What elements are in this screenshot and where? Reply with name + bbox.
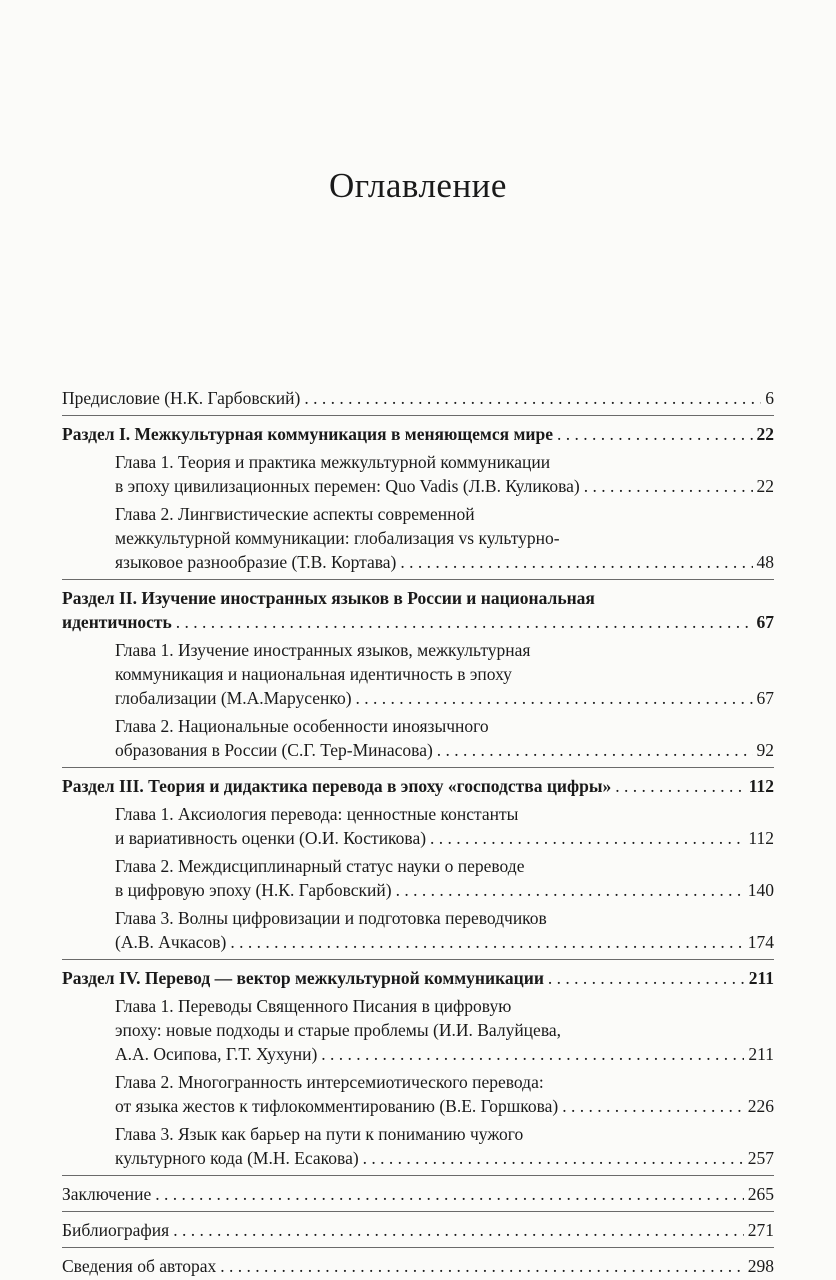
page-number: 48 xyxy=(756,552,774,572)
section-divider xyxy=(62,415,774,416)
toc-entry-text: А.А. Осипова, Г.Т. Хухуни) xyxy=(115,1044,318,1064)
page-number: 265 xyxy=(747,1184,774,1204)
toc-entry-text: Библиография xyxy=(62,1220,170,1240)
dot-leader xyxy=(356,686,753,710)
toc-chapter xyxy=(62,854,774,902)
toc-chapter xyxy=(62,638,774,710)
toc-backmatter xyxy=(62,1182,774,1206)
dot-leader xyxy=(562,1094,744,1118)
toc-entry-text: (А.В. Ачкасов) xyxy=(115,932,227,952)
toc-entry-text: Глава 1. Переводы Священного Писания в цифровую xyxy=(115,996,512,1016)
toc-section xyxy=(62,586,774,634)
page-number: 298 xyxy=(747,1256,774,1276)
dot-leader xyxy=(176,610,753,634)
toc-chapter xyxy=(62,714,774,762)
page-number: 211 xyxy=(748,1044,774,1064)
toc-entry-text: Раздел III. Теория и дидактика перевода в эпоху «господства цифры» xyxy=(62,776,612,796)
dot-leader xyxy=(220,1254,743,1278)
section-divider xyxy=(62,1175,774,1176)
section-divider xyxy=(62,767,774,768)
toc-entry-text: в цифровую эпоху (Н.К. Гарбовский) xyxy=(115,880,392,900)
dot-leader xyxy=(584,474,753,498)
toc-entry-text: языковое разнообразие (Т.В. Кортава) xyxy=(115,552,397,572)
toc-entry-text: от языка жестов к тифлокомментированию (В.Е. Горшкова) xyxy=(115,1096,559,1116)
page-number: 92 xyxy=(756,740,774,760)
toc-backmatter xyxy=(62,1254,774,1278)
toc-entry-text: культурного кода (М.Н. Есакова) xyxy=(115,1148,359,1168)
dot-leader xyxy=(615,774,744,798)
toc-entry-text: Глава 1. Аксиология перевода: ценностные константы xyxy=(115,804,519,824)
toc-chapter xyxy=(62,1122,774,1170)
toc-preface xyxy=(62,386,774,410)
page-number: 226 xyxy=(747,1096,774,1116)
dot-leader xyxy=(430,826,744,850)
table-of-contents xyxy=(62,386,774,1278)
dot-leader xyxy=(304,386,761,410)
page-number: 112 xyxy=(748,828,774,848)
toc-entry-text: Глава 3. Язык как барьер на пути к пониманию чужого xyxy=(115,1124,524,1144)
toc-entry-text: образования в России (С.Г. Тер-Минасова) xyxy=(115,740,433,760)
page-number: 257 xyxy=(747,1148,774,1168)
toc-entry-text: Глава 2. Междисциплинарный статус науки о переводе xyxy=(115,856,525,876)
dot-leader xyxy=(173,1218,744,1242)
dot-leader xyxy=(400,550,752,574)
toc-entry-text: Сведения об авторах xyxy=(62,1256,217,1276)
toc-entry-text: идентичность xyxy=(62,612,172,632)
toc-section xyxy=(62,422,774,446)
page-number: 67 xyxy=(756,688,774,708)
toc-section xyxy=(62,966,774,990)
dot-leader xyxy=(155,1182,744,1206)
dot-leader xyxy=(321,1042,744,1066)
section-divider xyxy=(62,579,774,580)
toc-entry-text: Глава 2. Лингвистические аспекты современной xyxy=(115,504,475,524)
toc-entry-text: Глава 2. Многогранность интерсемиотического перевода: xyxy=(115,1072,544,1092)
toc-entry-text: Глава 1. Теория и практика межкультурной коммуникации xyxy=(115,452,551,472)
page-number: 112 xyxy=(748,776,774,796)
toc-entry-text: Глава 1. Изучение иностранных языков, межкультурная xyxy=(115,640,531,660)
toc-entry-text: Глава 3. Волны цифровизации и подготовка переводчиков xyxy=(115,908,547,928)
page-number: 6 xyxy=(765,388,774,408)
dot-leader xyxy=(230,930,743,954)
toc-section xyxy=(62,774,774,798)
page-number: 22 xyxy=(756,476,774,496)
toc-entry-text: Раздел IV. Перевод — вектор межкультурной коммуникации xyxy=(62,968,544,988)
toc-backmatter xyxy=(62,1218,774,1242)
page-number: 140 xyxy=(747,880,774,900)
page-number: 67 xyxy=(756,612,774,632)
toc-entry-text: Раздел II. Изучение иностранных языков в России и национальная xyxy=(62,588,595,608)
section-divider xyxy=(62,1247,774,1248)
toc-entry-text: в эпоху цивилизационных перемен: Quo Vadis (Л.В. Куликова) xyxy=(115,476,580,496)
toc-entry-text: коммуникация и национальная идентичность в эпоху xyxy=(115,664,512,684)
toc-entry-text: Раздел I. Межкультурная коммуникация в меняющемся мире xyxy=(62,424,553,444)
page-number: 22 xyxy=(756,424,774,444)
toc-chapter xyxy=(62,502,774,574)
section-divider xyxy=(62,959,774,960)
page-number: 211 xyxy=(748,968,774,988)
page-title: Оглавление xyxy=(329,166,507,205)
toc-chapter xyxy=(62,450,774,498)
toc-entry-text: Глава 2. Национальные особенности иноязычного xyxy=(115,716,489,736)
dot-leader xyxy=(437,738,753,762)
dot-leader xyxy=(363,1146,744,1170)
page-number: 174 xyxy=(747,932,774,952)
dot-leader xyxy=(557,422,753,446)
toc-entry-text: и вариативность оценки (О.И. Костикова) xyxy=(115,828,427,848)
toc-chapter xyxy=(62,906,774,954)
toc-entry-text: эпоху: новые подходы и старые проблемы (И.И. Валуйцева, xyxy=(115,1020,561,1040)
toc-chapter xyxy=(62,802,774,850)
section-divider xyxy=(62,1211,774,1212)
dot-leader xyxy=(548,966,745,990)
toc-entry-text: Предисловие (Н.К. Гарбовский) xyxy=(62,388,301,408)
page-number: 271 xyxy=(747,1220,774,1240)
toc-entry-text: Заключение xyxy=(62,1184,152,1204)
dot-leader xyxy=(396,878,744,902)
toc-chapter xyxy=(62,994,774,1066)
toc-entry-text: межкультурной коммуникации: глобализация vs культурно- xyxy=(115,528,560,548)
toc-entry-text: глобализации (М.А.Марусенко) xyxy=(115,688,352,708)
toc-chapter xyxy=(62,1070,774,1118)
